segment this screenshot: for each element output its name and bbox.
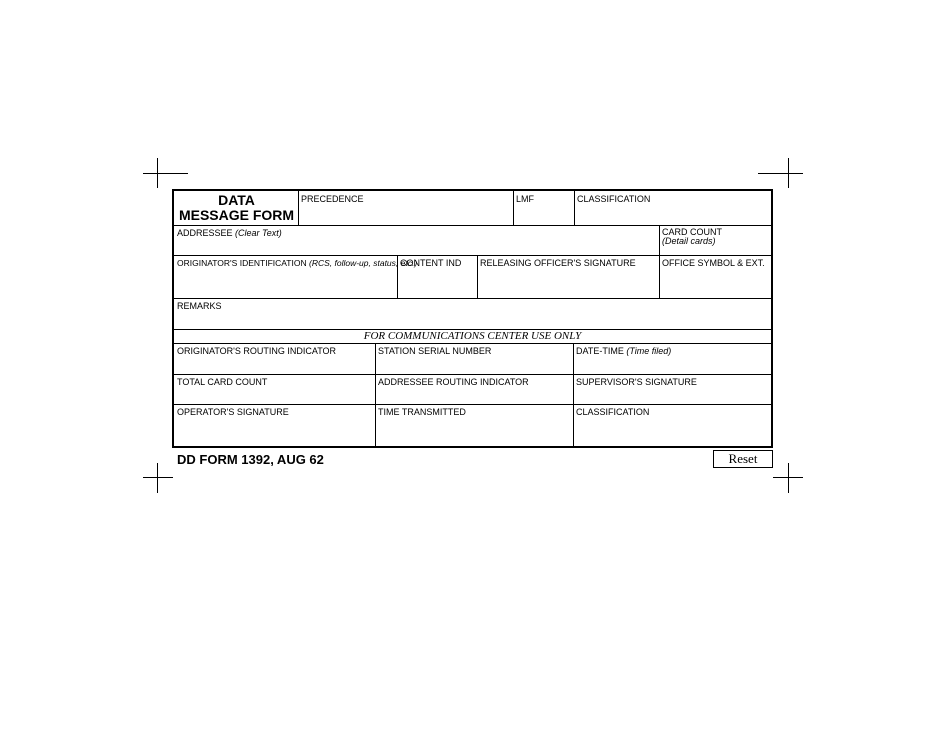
releasing-officer-signature-field[interactable]: RELEASING OFFICER'S SIGNATURE	[480, 258, 636, 268]
originator-routing-field[interactable]: ORIGINATOR'S ROUTING INDICATOR	[177, 346, 337, 356]
classification-bottom-field[interactable]: CLASSIFICATION	[576, 407, 650, 417]
comm-center-heading: FOR COMMUNICATIONS CENTER USE ONLY	[363, 330, 582, 342]
office-symbol-field[interactable]: OFFICE SYMBOL & EXT.	[662, 258, 765, 268]
data-message-form	[172, 189, 773, 448]
classification-top-field[interactable]: CLASSIFICATION	[577, 194, 651, 204]
content-ind-field[interactable]: CONTENT IND	[400, 258, 462, 268]
crop-mark	[758, 173, 803, 174]
card-count-field[interactable]: CARD COUNT (Detail cards)	[662, 227, 722, 246]
operator-signature-field[interactable]: OPERATOR'S SIGNATURE	[177, 407, 289, 417]
time-transmitted-field[interactable]: TIME TRANSMITTED	[378, 407, 466, 417]
crop-mark	[157, 463, 158, 493]
remarks-field[interactable]: REMARKS	[177, 301, 222, 311]
precedence-field[interactable]: PRECEDENCE	[301, 194, 364, 204]
date-time-field[interactable]: DATE-TIME (Time filed)	[576, 346, 672, 356]
lmf-field[interactable]: LMF	[516, 194, 534, 204]
form-title: DATA MESSAGE FORM	[178, 192, 295, 223]
crop-mark	[788, 463, 789, 493]
crop-mark	[157, 158, 158, 188]
form-number: DD FORM 1392, AUG 62	[177, 452, 324, 467]
station-serial-field[interactable]: STATION SERIAL NUMBER	[378, 346, 492, 356]
supervisor-signature-field[interactable]: SUPERVISOR'S SIGNATURE	[576, 377, 697, 387]
crop-mark	[143, 477, 173, 478]
addressee-routing-field[interactable]: ADDRESSEE ROUTING INDICATOR	[378, 377, 529, 387]
crop-mark	[143, 173, 188, 174]
originator-id-field[interactable]: ORIGINATOR'S IDENTIFICATION (RCS, follow-up, status, etc.)	[177, 258, 418, 268]
addressee-field[interactable]: ADDRESSEE (Clear Text)	[177, 228, 282, 238]
crop-mark	[788, 158, 789, 188]
total-card-count-field[interactable]: TOTAL CARD COUNT	[177, 377, 268, 387]
reset-button[interactable]: Reset	[713, 450, 773, 468]
